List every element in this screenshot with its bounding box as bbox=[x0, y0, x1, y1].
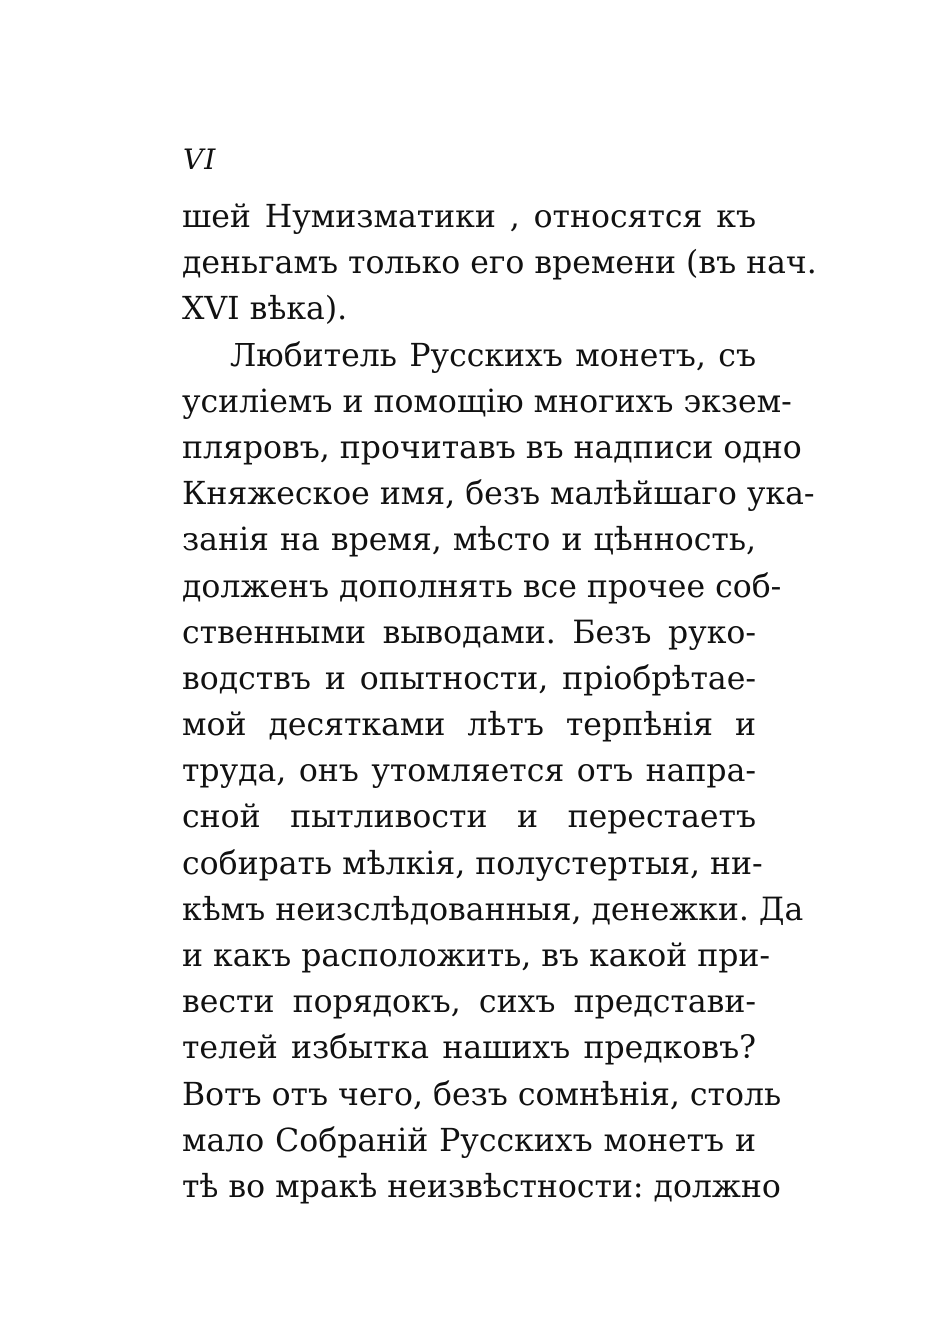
text-line: собирать мѣлкія, полустертыя, ни- bbox=[182, 845, 763, 882]
text-line: XVI вѣка). bbox=[182, 291, 348, 328]
text-line: Княжеское имя, безъ малѣйшаго ука- bbox=[182, 476, 815, 513]
text-line: мой десятками лѣтъ терпѣнія и bbox=[182, 707, 756, 744]
text-line: и какъ расположить, въ какой при- bbox=[182, 938, 771, 974]
text-line: сной пытливости и перестаетъ bbox=[182, 799, 756, 836]
text-line: вести порядокъ, сихъ представи- bbox=[182, 984, 756, 1021]
text-line: кѣмъ неизслѣдованныя, денежки. Да bbox=[182, 891, 804, 928]
text-line: деньгамъ только его времени (въ нач. bbox=[182, 245, 817, 282]
text-line: труда, онъ утомляется отъ напра- bbox=[182, 753, 756, 790]
paragraph-first-line: Любитель Русскихъ монетъ, съ bbox=[230, 337, 756, 374]
text-line: мало Собраній Русскихъ монетъ и bbox=[182, 1122, 756, 1159]
text-line: шей Нумизматики , относятся къ bbox=[182, 199, 756, 235]
text-line: водствъ и опытности, пріобрѣтае- bbox=[182, 660, 756, 697]
text-line: долженъ дополнять все прочее соб- bbox=[182, 568, 782, 605]
text-line: телей избытка нашихъ предковъ? bbox=[182, 1030, 756, 1067]
text-line: Вотъ отъ чего, безъ сомнѣнія, столь bbox=[182, 1076, 782, 1113]
text-line: усиліемъ и помощію многихъ экзем- bbox=[182, 383, 792, 420]
text-line: тѣ во мракѣ неизвѣстности: должно bbox=[182, 1168, 781, 1205]
text-line: ственными выводами. Безъ руко- bbox=[182, 614, 756, 651]
text-line: пляровъ, прочитавъ въ надписи одно bbox=[182, 429, 802, 466]
body-text bbox=[182, 194, 817, 1210]
text-line: занія на время, мѣсто и цѣнность, bbox=[182, 522, 756, 559]
page-number: VI bbox=[183, 143, 217, 176]
